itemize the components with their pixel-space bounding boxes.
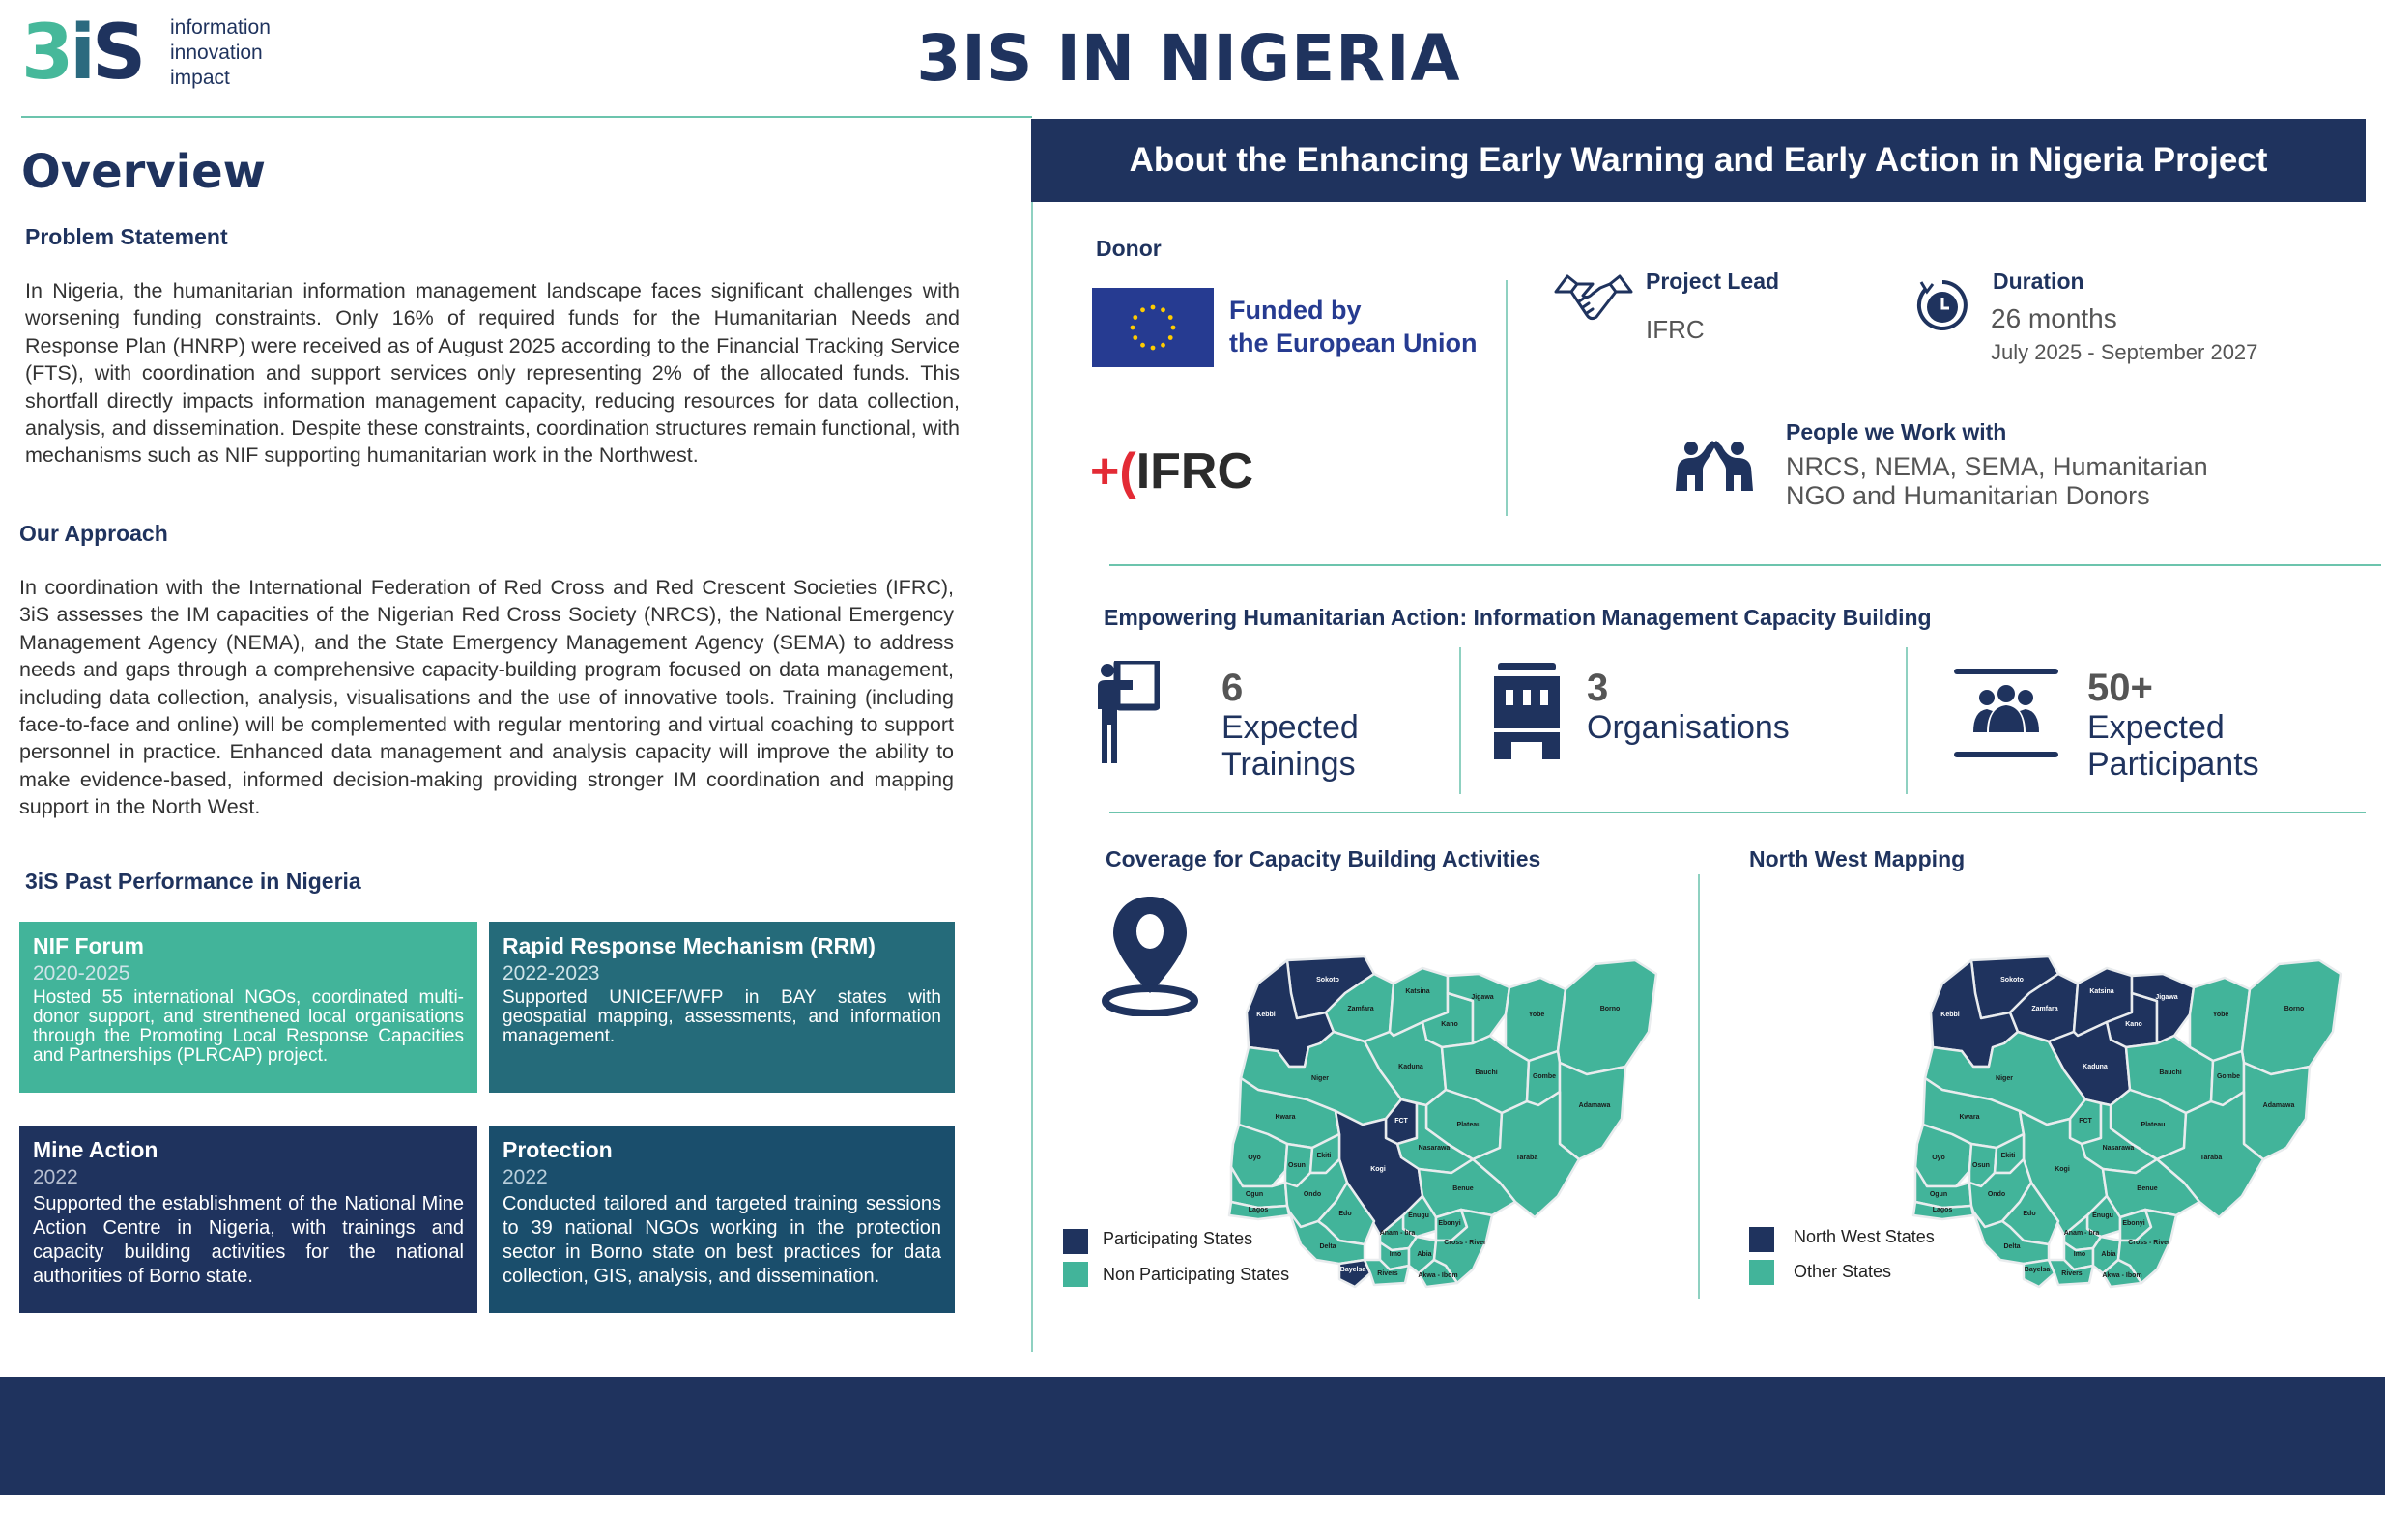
state-label-lagos: Lagos [1248,1207,1269,1213]
state-label-ondo: Ondo [1987,1191,2006,1198]
state-label-taraba: Taraba [2199,1155,2223,1161]
stat-label-line2: Participants [2087,746,2259,783]
state-label-taraba: Taraba [1515,1155,1538,1161]
project-lead-value: IFRC [1646,315,1705,344]
state-label-plateau: Plateau [1456,1122,1481,1128]
stat-divider [1906,647,1908,794]
state-label-benue: Benue [2137,1185,2158,1192]
problem-statement-text: In Nigeria, the humanitarian information management landscape faces significant challenges with worsening funding constraints. Only 16% of required funds for the Humanitarian Needs and Response Plan (HNRP) were received as of August 2025 according to the Financial Tracking Service (FTS), with coordination and support services only representing 2% of the allocated funds. This shortfall directly impacts information management capacity, reducing resources for data collection, analysis, and dissemination. Despite these constraints, coordination structures remain functional, with mechanisms such as NIF supporting humanitarian work in the Northwest. [25,279,960,468]
state-label-kwara: Kwara [1959,1114,1980,1121]
donor-label: Donor [1096,236,1162,261]
state-label-fct: FCT [1394,1118,1408,1125]
eu-text-line2: the European Union [1229,328,1478,357]
state-label-borno: Borno [1599,1006,1621,1012]
state-label-zamfara: Zamfara [2031,1006,2058,1012]
state-label-edo: Edo [2023,1211,2036,1217]
state-label-nasarawa: Nasarawa [1418,1145,1451,1152]
eu-text-line1: Funded by [1229,296,1362,325]
state-label-rivers: Rivers [2061,1270,2083,1277]
state-label-osun: Osun [1972,1162,1990,1169]
stat-participants-label [2087,709,2259,783]
logo-mark: 3iS [21,10,143,97]
our-approach-heading: Our Approach [19,521,168,546]
legend-swatch-other [1749,1260,1774,1285]
stat-trainings-label [1221,709,1359,783]
state-label-osun: Osun [1288,1162,1306,1169]
state-label-oyo: Oyo [1932,1155,1945,1161]
legend-other: Other States [1794,1262,1892,1281]
state-borno [2242,960,2341,1074]
state-label-enugu: Enugu [1408,1212,1429,1219]
coverage-map-heading: Coverage for Capacity Building Activities [1106,846,1541,871]
state-label-kwara: Kwara [1275,1114,1296,1121]
state-label-zamfara: Zamfara [1347,1006,1374,1012]
state-label-plateau: Plateau [2141,1122,2166,1128]
state-label-adamawa: Adamawa [2262,1102,2295,1109]
state-label-kogi: Kogi [1370,1166,1386,1173]
stat-label-line2: Trainings [1221,746,1356,783]
state-label-yobe: Yobe [2212,1012,2229,1018]
state-label-benue: Benue [1452,1185,1474,1192]
clock-icon [1913,276,1971,334]
state-adamawa [1560,1063,1625,1159]
state-label-bauchi: Bauchi [2159,1069,2182,1076]
state-label-katsina: Katsina [2089,988,2114,995]
state-label-oyo: Oyo [1248,1155,1261,1161]
page-title: 3IS IN NIGERIA [916,21,1461,96]
state-label-delta: Delta [2003,1243,2021,1250]
state-label-lagos: Lagos [1932,1207,1953,1213]
state-label-rivers: Rivers [1377,1270,1398,1277]
card-title: NIF Forum [33,933,144,958]
card-years: 2022-2023 [503,962,600,984]
state-label-bauchi: Bauchi [1475,1069,1498,1076]
state-label-imo: Imo [2073,1251,2086,1258]
state-adamawa [2244,1063,2310,1159]
tagline-information: information [170,16,271,39]
section-divider [1109,564,2381,566]
legend-participating: Participating States [1103,1229,1253,1248]
state-label-gombe: Gombe [1532,1073,1557,1080]
people-label: People we Work with [1786,419,2007,444]
legend-north-west: North West States [1794,1227,1935,1246]
card-description: Hosted 55 international NGOs, coordinated multi-donor support, and strenthened local organisations through the Promoting Local Response Capacities and Partnerships (PLRCAP) project. [33,987,464,1066]
card-years: 2020-2025 [33,962,130,984]
project-title: About the Enhancing Early Warning and Early Action in Nigeria Project [1129,141,2268,179]
state-label-gombe: Gombe [2216,1073,2241,1080]
state-borno [1558,960,1656,1074]
red-cross-crescent-icon: +( [1090,443,1136,499]
north-west-map [1904,955,2356,1289]
state-label-kebbi: Kebbi [1256,1012,1276,1018]
state-yobe [1506,978,1566,1061]
state-label-niger: Niger [1996,1075,2013,1082]
state-label-crossriver: Cross - River [1444,1240,1486,1246]
state-label-ekiti: Ekiti [2000,1153,2016,1159]
state-label-kano: Kano [1441,1021,1458,1028]
people-value [1786,452,2208,510]
overview-heading: Overview [21,145,266,199]
duration-value: 26 months [1991,303,2117,333]
state-label-ekiti: Ekiti [1316,1153,1332,1159]
stat-participants-value: 50+ [2087,667,2153,709]
stat-organisations-label: Organisations [1587,709,1790,746]
state-label-enugu: Enugu [2092,1212,2113,1219]
state-label-jigawa: Jigawa [2155,994,2178,1001]
building-icon [1494,663,1560,759]
logo-tagline [170,15,271,91]
state-label-nasarawa: Nasarawa [2102,1145,2135,1152]
eu-stars [1129,303,1177,352]
state-label-imo: Imo [1389,1251,1402,1258]
people-line2: NGO and Humanitarian Donors [1786,481,2150,510]
legend-swatch-north-west [1749,1227,1774,1252]
card-years: 2022 [33,1166,78,1188]
group-icon [1954,669,2058,757]
coverage-map [1220,955,1672,1289]
state-label-jigawa: Jigawa [1471,994,1494,1001]
state-label-abia: Abia [2101,1251,2116,1258]
state-label-crossriver: Cross - River [2128,1240,2170,1246]
state-label-sokoto: Sokoto [1316,977,1339,984]
state-label-adamawa: Adamawa [1578,1102,1611,1109]
state-label-anambra: Anam - bra [2063,1230,2100,1237]
column-divider [1031,202,1033,1352]
state-label-bayelsa: Bayelsa [2024,1267,2051,1273]
state-label-akwaibom: Akwa - Ibom [1418,1272,1458,1279]
performance-card-nif-forum [19,922,477,1093]
performance-card-protection [489,1126,955,1313]
state-label-niger: Niger [1311,1075,1329,1082]
state-label-borno: Borno [2284,1006,2305,1012]
state-label-yobe: Yobe [1528,1012,1545,1018]
state-label-ebonyi: Ebonyi [2122,1220,2145,1227]
state-label-bayelsa: Bayelsa [1339,1267,1366,1273]
footer-bar [0,1377,2385,1495]
stat-trainings-value: 6 [1221,667,1244,709]
stat-organisations-value: 3 [1587,667,1609,709]
state-label-delta: Delta [1319,1243,1336,1250]
legend-swatch-participating [1063,1229,1088,1254]
state-label-kaduna: Kaduna [1398,1064,1423,1070]
state-label-kogi: Kogi [2055,1166,2070,1173]
state-label-edo: Edo [1338,1211,1352,1217]
problem-statement-heading: Problem Statement [25,224,228,249]
state-label-abia: Abia [1417,1251,1432,1258]
state-label-katsina: Katsina [1405,988,1430,995]
card-description: Supported UNICEF/WFP in BAY states with geospatial mapping, assessments, and information management. [503,987,941,1046]
legend-swatch-non-participating [1063,1262,1088,1287]
ifrc-logo [1090,442,1253,500]
state-label-kano: Kano [2125,1021,2142,1028]
card-title: Mine Action [33,1137,158,1162]
section-divider [1109,812,2366,813]
duration-range: July 2025 - September 2027 [1991,340,2258,364]
state-label-anambra: Anam - bra [1379,1230,1416,1237]
past-performance-heading: 3iS Past Performance in Nigeria [25,869,361,894]
state-label-ondo: Ondo [1303,1191,1322,1198]
ifrc-logo-text: IFRC [1135,443,1254,499]
performance-card-mine-action [19,1126,477,1313]
state-label-ogun: Ogun [1245,1191,1264,1198]
state-label-sokoto: Sokoto [2000,977,2024,984]
state-label-kebbi: Kebbi [1940,1012,1960,1018]
state-label-akwaibom: Akwa - Ibom [2102,1272,2142,1279]
state-label-fct: FCT [2079,1118,2092,1125]
map-divider [1698,874,1700,1299]
our-approach-text: In coordination with the International Federation of Red Cross and Red Crescent Societies (IFRC), 3iS assesses the IM capacities of the Nigerian Red Cross Society (NRCS), the National Emergency Management Agency (NEMA), and the State Emergency Management Agency (SEMA) to address needs and gaps through a comprehensive capacity-building program focused on data management, including data collection, analysis, visualisations and the use of innovative tools. Training (including face-to-face and online) will be complemented with regular mentoring and virtual coaching to support personnel in practice. Enhanced data management and analysis capacity will improve the ability to make evidence-based, informed decision-making providing stronger IM coordination and mapping support in the North West. [19,576,954,819]
card-title: Rapid Response Mechanism (RRM) [503,933,876,958]
card-description: Supported the establishment of the National Mine Action Centre in Nigeria, with trainings and capacity building activities for the national authorities of Borno state. [33,1193,464,1287]
stat-label-line1: Expected [2087,709,2225,746]
team-icon [1668,437,1761,491]
card-title: Protection [503,1137,613,1162]
location-pin-icon [1102,897,1198,1016]
header-divider [21,116,1032,118]
eu-funding-text [1229,294,1478,359]
trainer-icon [1096,661,1160,763]
state-label-kaduna: Kaduna [2083,1064,2108,1070]
performance-card-rrm [489,922,955,1093]
state-yobe [2190,978,2250,1061]
stat-divider [1459,647,1461,794]
eu-flag-icon [1092,288,1214,367]
state-label-ogun: Ogun [1929,1191,1948,1198]
duration-label: Duration [1993,269,2084,294]
donor-divider [1506,280,1508,516]
card-description: Conducted tailored and targeted training sessions to 39 national NGOs working in the protection sector in Borno state on best practices for data collection, GIS, analysis, and dissemination. [503,1193,941,1287]
project-lead-label: Project Lead [1646,269,1780,294]
card-years: 2022 [503,1166,548,1188]
people-line1: NRCS, NEMA, SEMA, Humanitarian [1786,452,2208,481]
north-west-map-heading: North West Mapping [1749,846,1966,871]
state-label-ebonyi: Ebonyi [1438,1220,1461,1227]
handshake-icon [1552,271,1635,332]
tagline-impact: impact [170,67,230,89]
3is-logo [21,10,311,97]
tagline-innovation: innovation [170,42,263,64]
legend-non-participating: Non Participating States [1103,1265,1290,1284]
capacity-heading: Empowering Humanitarian Action: Information Management Capacity Building [1104,605,1932,630]
stat-label-line1: Expected [1221,709,1359,746]
